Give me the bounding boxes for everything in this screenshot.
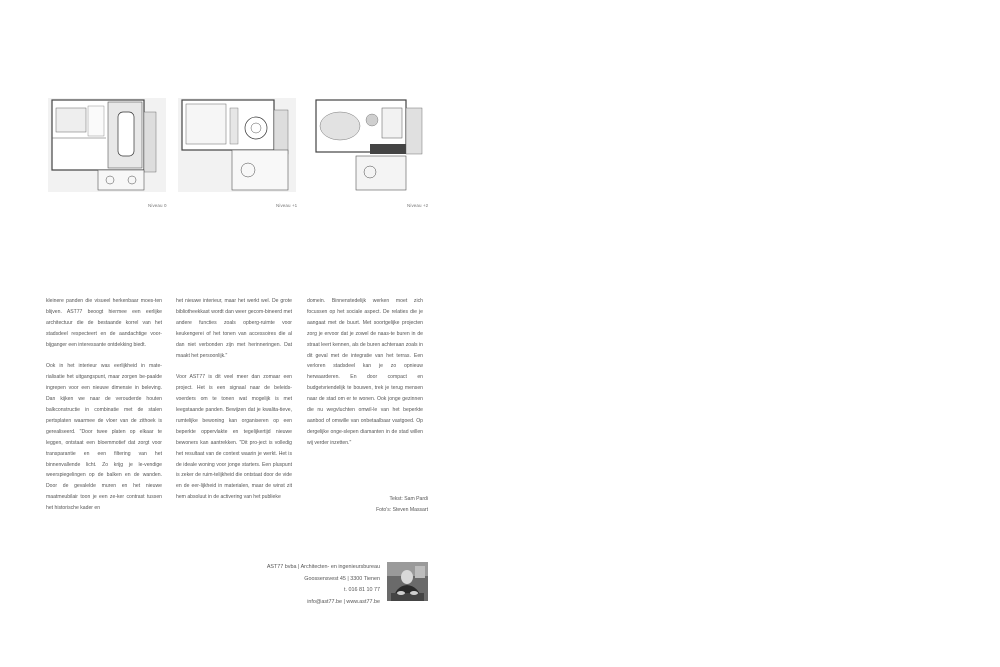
floor-plan-level-1 (178, 98, 296, 192)
plan-caption-level-2: Niveau +2 (407, 203, 429, 208)
architect-portrait (387, 562, 428, 601)
email-website-line: info@ast77.be | www.ast77.be (307, 598, 380, 605)
address-line: Goossensvest 45 | 3300 Tienen (304, 575, 380, 582)
floor-plan-level-0-drawing (48, 98, 166, 192)
floor-plan-level-1-drawing (178, 98, 296, 192)
plan-caption-level-1: Niveau +1 (276, 203, 298, 208)
text-credit: Tekst: Sam Pardi (389, 496, 428, 502)
company-contact (240, 562, 380, 608)
article-credits (310, 494, 428, 516)
floor-plan-level-2 (312, 98, 430, 192)
architect-portrait-image (387, 562, 428, 601)
paragraph: Voor AST77 is dit veel meer dan zomaar een project. Het is een signaal naar de beleids-voerders om te tonen wat mogelijk is met leegstaande panden. Bewijzen dat je kwalita-tieve, rumtelijke bewoning kan organiseren op een beperkte oppervlakte en tegelijkertijd nieuwe bewoners kan aantrekken. "Dit pro-ject is volledig het resultaat van de context waarin je werkt. Het is de ideale woning voor jonge starters. Een pluspunt is zeker de ruim-telijkheid die ontstaat door de vide en de eer-lijkheid in materialen, maar de winst zit hem absoluut in de activering van het publieke (176, 374, 292, 501)
plan-caption-level-0: Niveau 0 (148, 203, 167, 208)
paragraph: domein. Binnenstedelijk werken moet zich focussen op het sociale aspect. De relaties die je aangaat met de buurt. Met soortgelijke projecten zorg je ervoor dat je zowel de naas-te buren in de straat leert kennen, als de buren achteraan zoals in dit geval met de integratie van het terras. Een verloren stadsdeel kan je zo opnieuw herwaarderen. En door compact en budgetvriendelijk te bouwen, trek je terug mensen naar de stad om er te wonen. Ook jonge gezinnen die nu wegvluchten omwil-le van het beperkte aanbod of omwille van onbetaalbaar vastgoed. Op dergelijke onge-slepen diamanten in de stad willen wij verder inzetten." (307, 298, 423, 446)
company-name-line: AST77 bvba | Architecten- en ingenieursbureau (266, 564, 380, 570)
article-column-2 (176, 296, 292, 514)
paragraph: het nieuwe interieur, maar het werkt wel. De grote bibliotheekkast wordt dan weer gecom-bineerd met andere functies zoals opberg-ruimte voor keukengerei of het tonen van accessoires die al dan niet verbonden zijn met herinneringen. Dat maakt het persoonlijk." (176, 298, 292, 359)
floor-plan-level-0 (48, 98, 166, 192)
photo-credit: Foto's: Steven Massart (376, 506, 428, 513)
paragraph: Ook in het interieur was eerlijkheid in mate-rialisatie het uitgangspunt, maar zorgen be-paalde ingrepen voor een nieuwe dimensie in beleving. Dan kijken we naar de verouderde houten balkconstructie in combinatie met de stalen pertsplaten waarmee de vloer van de zithoek is gerealiseerd. "Door twee platen op elkaar te leggen, ontstaat een bloemmotief dat zorgt voor transparantie en een filtering van het binnenvallende licht. Zo krijg je le-vendige weerspiegelingen op de balken en de wanden. Door de gevalelde muren en het nieuwe maatmeubilair toon je een ze-ker contrast tussen het historische kader en (46, 363, 162, 512)
phone-line: t. 016 81 10 77 (344, 587, 380, 594)
article-column-3 (307, 296, 423, 460)
floor-plan-level-2-drawing (312, 98, 430, 192)
article-column-1 (46, 296, 162, 525)
paragraph: kleinere panden die visueel herkenbaar moes-ten blijven. AST77 beoogt hiermee een eerlijke architectuur die de bestaande korrel van het stadsdeel respecteert en de aandachtige voor-bijganger een interessante ontdekking biedt. (46, 298, 162, 348)
